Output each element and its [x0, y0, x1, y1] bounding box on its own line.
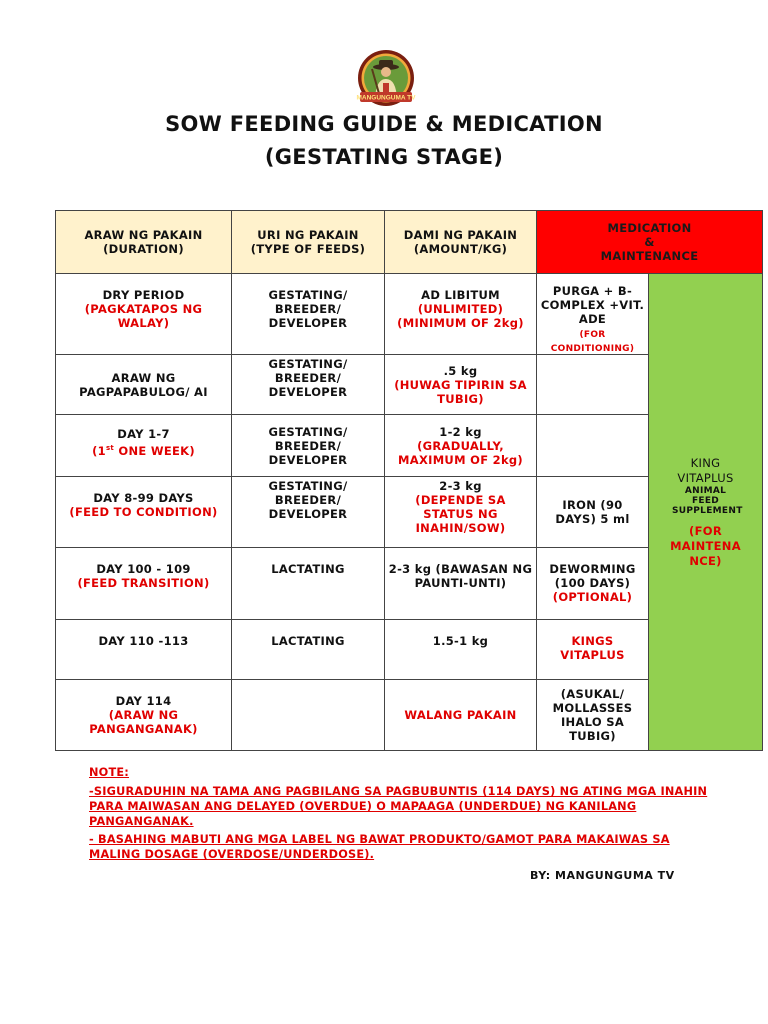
page-title: SOW FEEDING GUIDE & MEDICATION	[165, 112, 603, 136]
row1-amount: AD LIBITUM (UNLIMITED) (MINIMUM OF 2kg)	[385, 274, 537, 355]
row3-amount: 1-2 kg (GRADUALLY, MAXIMUM OF 2kg)	[385, 415, 537, 477]
row4-feed: GESTATING/ BREEDER/ DEVELOPER	[232, 477, 385, 548]
row5-medication: DEWORMING (100 DAYS) (OPTIONAL)	[537, 548, 649, 620]
row1-duration: DRY PERIOD (PAGKATAPOS NG WALAY)	[56, 274, 232, 355]
row6-medication: KINGS VITAPLUS	[537, 620, 649, 680]
mangunguma-tv-logo	[354, 49, 418, 111]
row4-medication: IRON (90 DAYS) 5 ml	[537, 477, 649, 548]
maintenance-main: KING VITAPLUS	[677, 455, 734, 485]
note-2: - BASAHING MABUTI ANG MGA LABEL NG BAWAT PRODUKTO/GAMOT PARA MAKAIWAS SA MALING DOSAGE (OVERDOSE/UNDERDOSE).	[89, 833, 670, 861]
row1-medication: PURGA + B-COMPLEX +VIT. ADE (FOR CONDITIONING)	[537, 274, 649, 355]
row4-amount: 2-3 kg (DEPENDE SA STATUS NG INAHIN/SOW)	[385, 477, 537, 548]
row4-duration: DAY 8-99 DAYS (FEED TO CONDITION)	[56, 477, 232, 548]
row7-medication: (ASUKAL/ MOLLASSES IHALO SA TUBIG)	[537, 680, 649, 751]
row7-amount: WALANG PAKAIN	[385, 680, 537, 751]
row7-feed	[232, 680, 385, 751]
row6-duration: DAY 110 -113	[56, 620, 232, 680]
row1-feed: GESTATING/ BREEDER/ DEVELOPER	[232, 274, 385, 355]
row3-duration: DAY 1-7 (1st ONE WEEK)	[56, 415, 232, 477]
maintenance-note: (FOR MAINTENA NCE)	[670, 523, 741, 568]
logo-text: MANGUNGUMA TV	[356, 94, 416, 102]
row6-feed: LACTATING	[232, 620, 385, 680]
row3-feed: GESTATING/ BREEDER/ DEVELOPER	[232, 415, 385, 477]
header-feed-type: URI NG PAKAIN (TYPE OF FEEDS)	[232, 211, 385, 274]
row5-feed: LACTATING	[232, 548, 385, 620]
row6-amount: 1.5-1 kg	[385, 620, 537, 680]
row2-duration: ARAW NG PAGPAPABULOG/ AI	[56, 355, 232, 415]
maintenance-sub: ANIMAL FEED SUPPLEMENT	[672, 485, 743, 516]
maintenance-cell	[649, 274, 763, 751]
header-amount: DAMI NG PAKAIN (AMOUNT/KG)	[385, 211, 537, 274]
table-row	[56, 274, 763, 355]
row2-feed: GESTATING/ BREEDER/ DEVELOPER	[232, 355, 385, 415]
page-subtitle: (GESTATING STAGE)	[264, 145, 504, 169]
row7-duration: DAY 114 (ARAW NG PANGANGANAK)	[56, 680, 232, 751]
table-header-row	[56, 211, 763, 274]
row5-amount: 2-3 kg (BAWASAN NG PAUNTI-UNTI)	[385, 548, 537, 620]
header-medication: MEDICATION & MAINTENANCE	[537, 211, 763, 274]
row5-duration: DAY 100 - 109 (FEED TRANSITION)	[56, 548, 232, 620]
row3-medication	[537, 415, 649, 477]
note-1: -SIGURADUHIN NA TAMA ANG PAGBILANG SA PAGBUBUNTIS (114 DAYS) NG ATING MGA INAHIN PARA MAIWASAN ANG DELAYED (OVERDUE) O MAPAAGA (UNDERDUE) NG KANILANG PANGANGANAK.	[89, 785, 708, 828]
note-label: NOTE:	[89, 766, 129, 779]
feeding-guide-table	[55, 210, 763, 751]
row2-amount: .5 kg (HUWAG TIPIRIN SA TUBIG)	[385, 355, 537, 415]
byline: BY: MANGUNGUMA TV	[530, 869, 675, 882]
header-duration: ARAW NG PAKAIN (DURATION)	[56, 211, 232, 274]
row2-medication	[537, 355, 649, 415]
